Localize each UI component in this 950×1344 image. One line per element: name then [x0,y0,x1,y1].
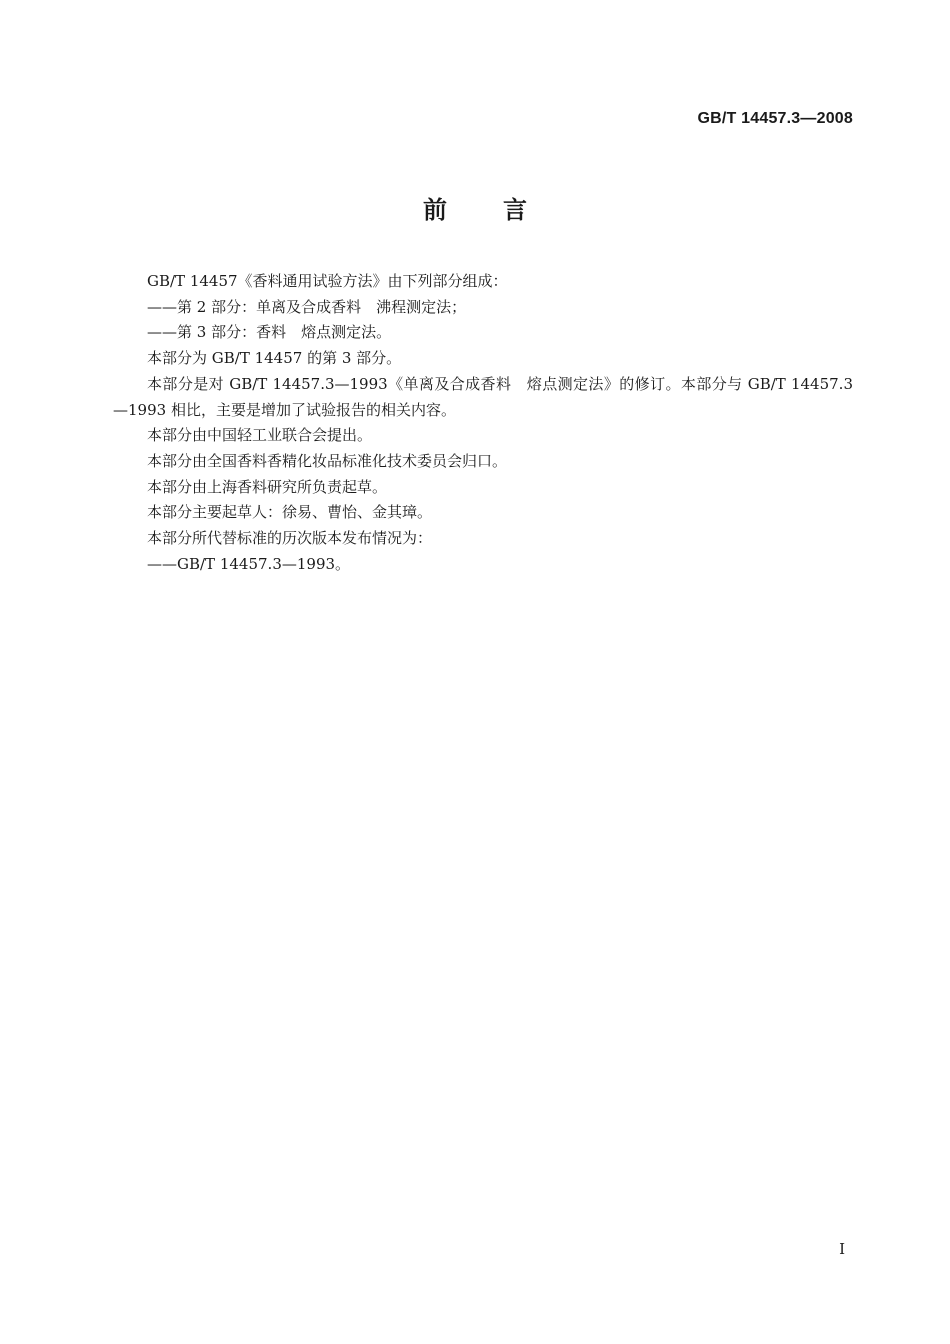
paragraph: ——GB/T 14457.3—1993。 [147,554,351,573]
page-number: Ⅰ [839,1240,845,1258]
standard-number: GB/T 14457.3—2008 [697,110,853,127]
title-char-2: 言 [503,196,527,224]
foreword-body [113,269,853,577]
paragraph: 本部分为 GB/T 14457 的第 3 部分。 [147,349,402,368]
paragraph: 本部分由中国轻工业联合会提出。 [147,426,373,445]
paragraph: ——第 3 部分：香料 熔点测定法。 [147,323,392,342]
paragraph: GB/T 14457《香料通用试验方法》由下列部分组成： [147,272,508,290]
paragraph: ——第 2 部分：单离及合成香料 沸程测定法； [147,297,467,316]
paragraph: 本部分所代替标准的历次版本发布情况为： [147,529,433,548]
title-char-1: 前 [423,196,447,224]
paragraph: 本部分由全国香料香精化妆品标准化技术委员会归口。 [147,451,508,470]
page-title [0,190,950,225]
paragraph: 本部分主要起草人：徐易、曹怡、金其璋。 [147,503,433,522]
paragraph: 本部分是对 GB/T 14457.3—1993《单离及合成香料 熔点测定法》的修订。本部分与 GB/T 14457.3—1993 相比，主要是增加了试验报告的相关内容。 [113,374,853,419]
paragraph: 本部分由上海香料研究所负责起草。 [147,477,388,496]
